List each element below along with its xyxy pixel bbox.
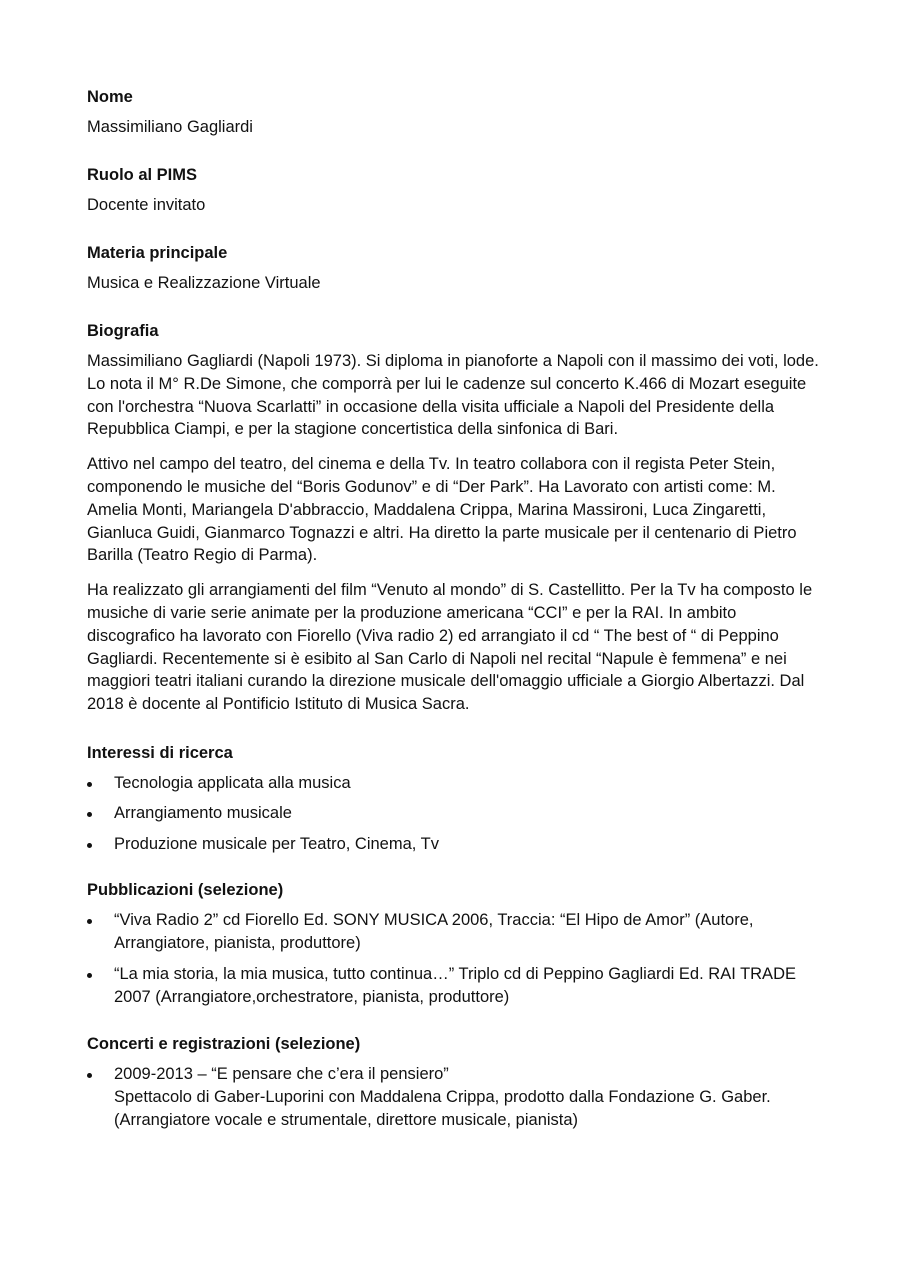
concerti-list <box>87 1063 822 1131</box>
interessi-heading: Interessi di ricerca <box>87 743 233 762</box>
list-item <box>87 772 822 795</box>
list-item <box>87 802 822 825</box>
nome-value: Massimiliano Gagliardi <box>87 118 253 136</box>
concerti-item-title: 2009-2013 – “E pensare che c’era il pensiero” <box>114 1065 449 1084</box>
pubblicazioni-item-text: “La mia storia, la mia musica, tutto continua…” Triplo cd di Peppino Gagliardi Ed. RAI TRADE 2007 (Arrangiatore,orchestratore, pianista, produttore) <box>114 965 796 1007</box>
list-item <box>87 909 822 955</box>
list-item <box>87 833 822 856</box>
interessi-item-text: Arrangiamento musicale <box>114 804 292 823</box>
concerti-item-detail: Spettacolo di Gaber-Luporini con Maddalena Crippa, prodotto dalla Fondazione G. Gaber. (Arrangiatore vocale e strumentale, direttore musicale, pianista) <box>114 1087 771 1129</box>
interessi-item-text: Tecnologia applicata alla musica <box>114 773 351 792</box>
biografia-paragraph-1: Massimiliano Gagliardi (Napoli 1973). Si diploma in pianoforte a Napoli con il massimo dei voti, lode. Lo nota il M° R.De Simone, che comporrà per lui le cadenze sul concerto K.466 di Mozart eseguite con l'orchestra “Nuova Scarlatti” in occasione della visita ufficiale a Napoli del Presidente della Repubblica Ciampi, e per la stagione concertistica della sinfonica di Bari. <box>87 352 819 439</box>
pubblicazioni-heading: Pubblicazioni (selezione) <box>87 881 284 900</box>
concerti-heading: Concerti e registrazioni (selezione) <box>87 1035 361 1054</box>
biografia-paragraph-3: Ha realizzato gli arrangiamenti del film “Venuto al mondo” di S. Castellitto. Per la Tv ha composto le musiche di varie serie animate per la produzione americana “CCI” e per la RAI. In ambito discografico ha lavorato con Fiorello (Viva radio 2) ed arrangiato il cd “ The best of “ di Peppino Gagliardi. Recentemente si è esibito al San Carlo di Napoli nel recital “Napule è femmena” e nei maggiori teatri italiani curando la direzione musicale dell'omaggio ufficiale a Giorgio Albertazzi. Dal 2018 è docente al Pontificio Istituto di Musica Sacra. <box>87 581 813 714</box>
biografia-paragraph-2: Attivo nel campo del teatro, del cinema e della Tv. In teatro collabora con il regista Peter Stein, componendo le musiche del “Boris Godunov” e di “Der Park”. Ha Lavorato con artisti come: M. Amelia Monti, Mariangela D'abbraccio, Maddalena Crippa, Marina Massironi, Luca Zingaretti, Gianluca Guidi, Gianmarco Tognazzi e altri. Ha diretto la parte musicale per il centenario di Pietro Barilla (Teatro Regio di Parma). <box>87 455 797 565</box>
ruolo-value: Docente invitato <box>87 196 206 214</box>
bullet-icon <box>87 1073 92 1078</box>
list-item <box>87 1063 822 1131</box>
bullet-icon <box>87 843 92 848</box>
pubblicazioni-list <box>87 909 822 1009</box>
ruolo-heading: Ruolo al PIMS <box>87 166 198 184</box>
document-page <box>87 86 822 1155</box>
bullet-icon <box>87 782 92 787</box>
pubblicazioni-item-text: “Viva Radio 2” cd Fiorello Ed. SONY MUSICA 2006, Traccia: “El Hipo de Amor” (Autore, Arrangiatore, pianista, produttore) <box>114 911 754 953</box>
bullet-icon <box>87 812 92 817</box>
nome-heading: Nome <box>87 88 133 106</box>
bullet-icon <box>87 973 92 978</box>
interessi-list <box>87 772 822 855</box>
list-item <box>87 963 822 1009</box>
materia-value: Musica e Realizzazione Virtuale <box>87 274 321 292</box>
interessi-item-text: Produzione musicale per Teatro, Cinema, Tv <box>114 834 439 853</box>
biografia-heading: Biografia <box>87 322 159 340</box>
materia-heading: Materia principale <box>87 244 228 262</box>
bullet-icon <box>87 919 92 924</box>
